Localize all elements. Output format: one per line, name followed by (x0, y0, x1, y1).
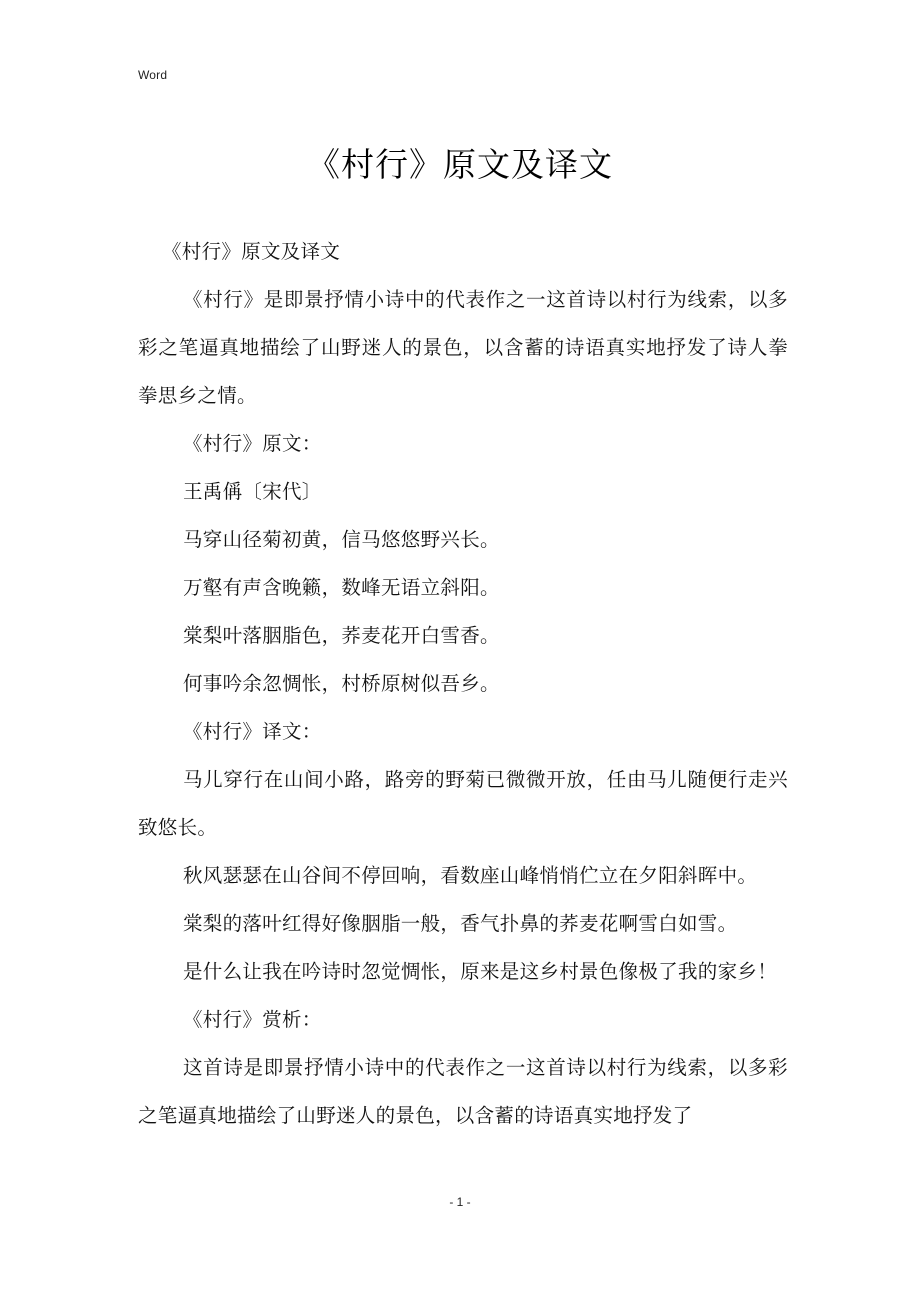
original-heading: 《村行》原文： (183, 432, 322, 455)
translation-paragraph: 棠梨的落叶红得好像胭脂一般，香气扑鼻的荞麦花啊雪白如雪。 (183, 912, 738, 935)
poem-author: 王禹偁〔宋代〕 (183, 480, 322, 503)
translation-paragraph: 是什么让我在吟诗时忽觉惆怅，原来是这乡村景色像极了我的家乡！ (183, 960, 778, 983)
document-header-label: Word (138, 68, 168, 82)
poem-line: 马穿山径菊初黄，信马悠悠野兴长。 (183, 528, 500, 551)
poem-line: 万壑有声含晚籁，数峰无语立斜阳。 (183, 576, 500, 599)
poem-line: 棠梨叶落胭脂色，荞麦花开白雪香。 (183, 624, 500, 647)
translation-heading: 《村行》译文： (183, 720, 322, 743)
document-body (138, 228, 788, 1140)
document-subtitle: 《村行》原文及译文 (162, 240, 341, 263)
intro-paragraph: 《村行》是即景抒情小诗中的代表作之一这首诗以村行为线索，以多彩之笔逼真地描绘了山野迷人的景色，以含蓄的诗语真实地抒发了诗人拳拳思乡之情。 (138, 288, 788, 407)
poem-line: 何事吟余忽惆怅，村桥原树似吾乡。 (183, 672, 500, 695)
document-title: 《村行》原文及译文 (307, 145, 613, 184)
appreciation-paragraph: 这首诗是即景抒情小诗中的代表作之一这首诗以村行为线索，以多彩之笔逼真地描绘了山野迷人的景色，以含蓄的诗语真实地抒发了 (138, 1056, 788, 1127)
appreciation-heading: 《村行》赏析： (183, 1008, 322, 1031)
translation-paragraph: 马儿穿行在山间小路，路旁的野菊已微微开放，任由马儿随便行走兴致悠长。 (138, 768, 788, 839)
page-number: - 1 - (449, 1195, 471, 1209)
translation-paragraph: 秋风瑟瑟在山谷间不停回响，看数座山峰悄悄伫立在夕阳斜晖中。 (183, 864, 758, 887)
